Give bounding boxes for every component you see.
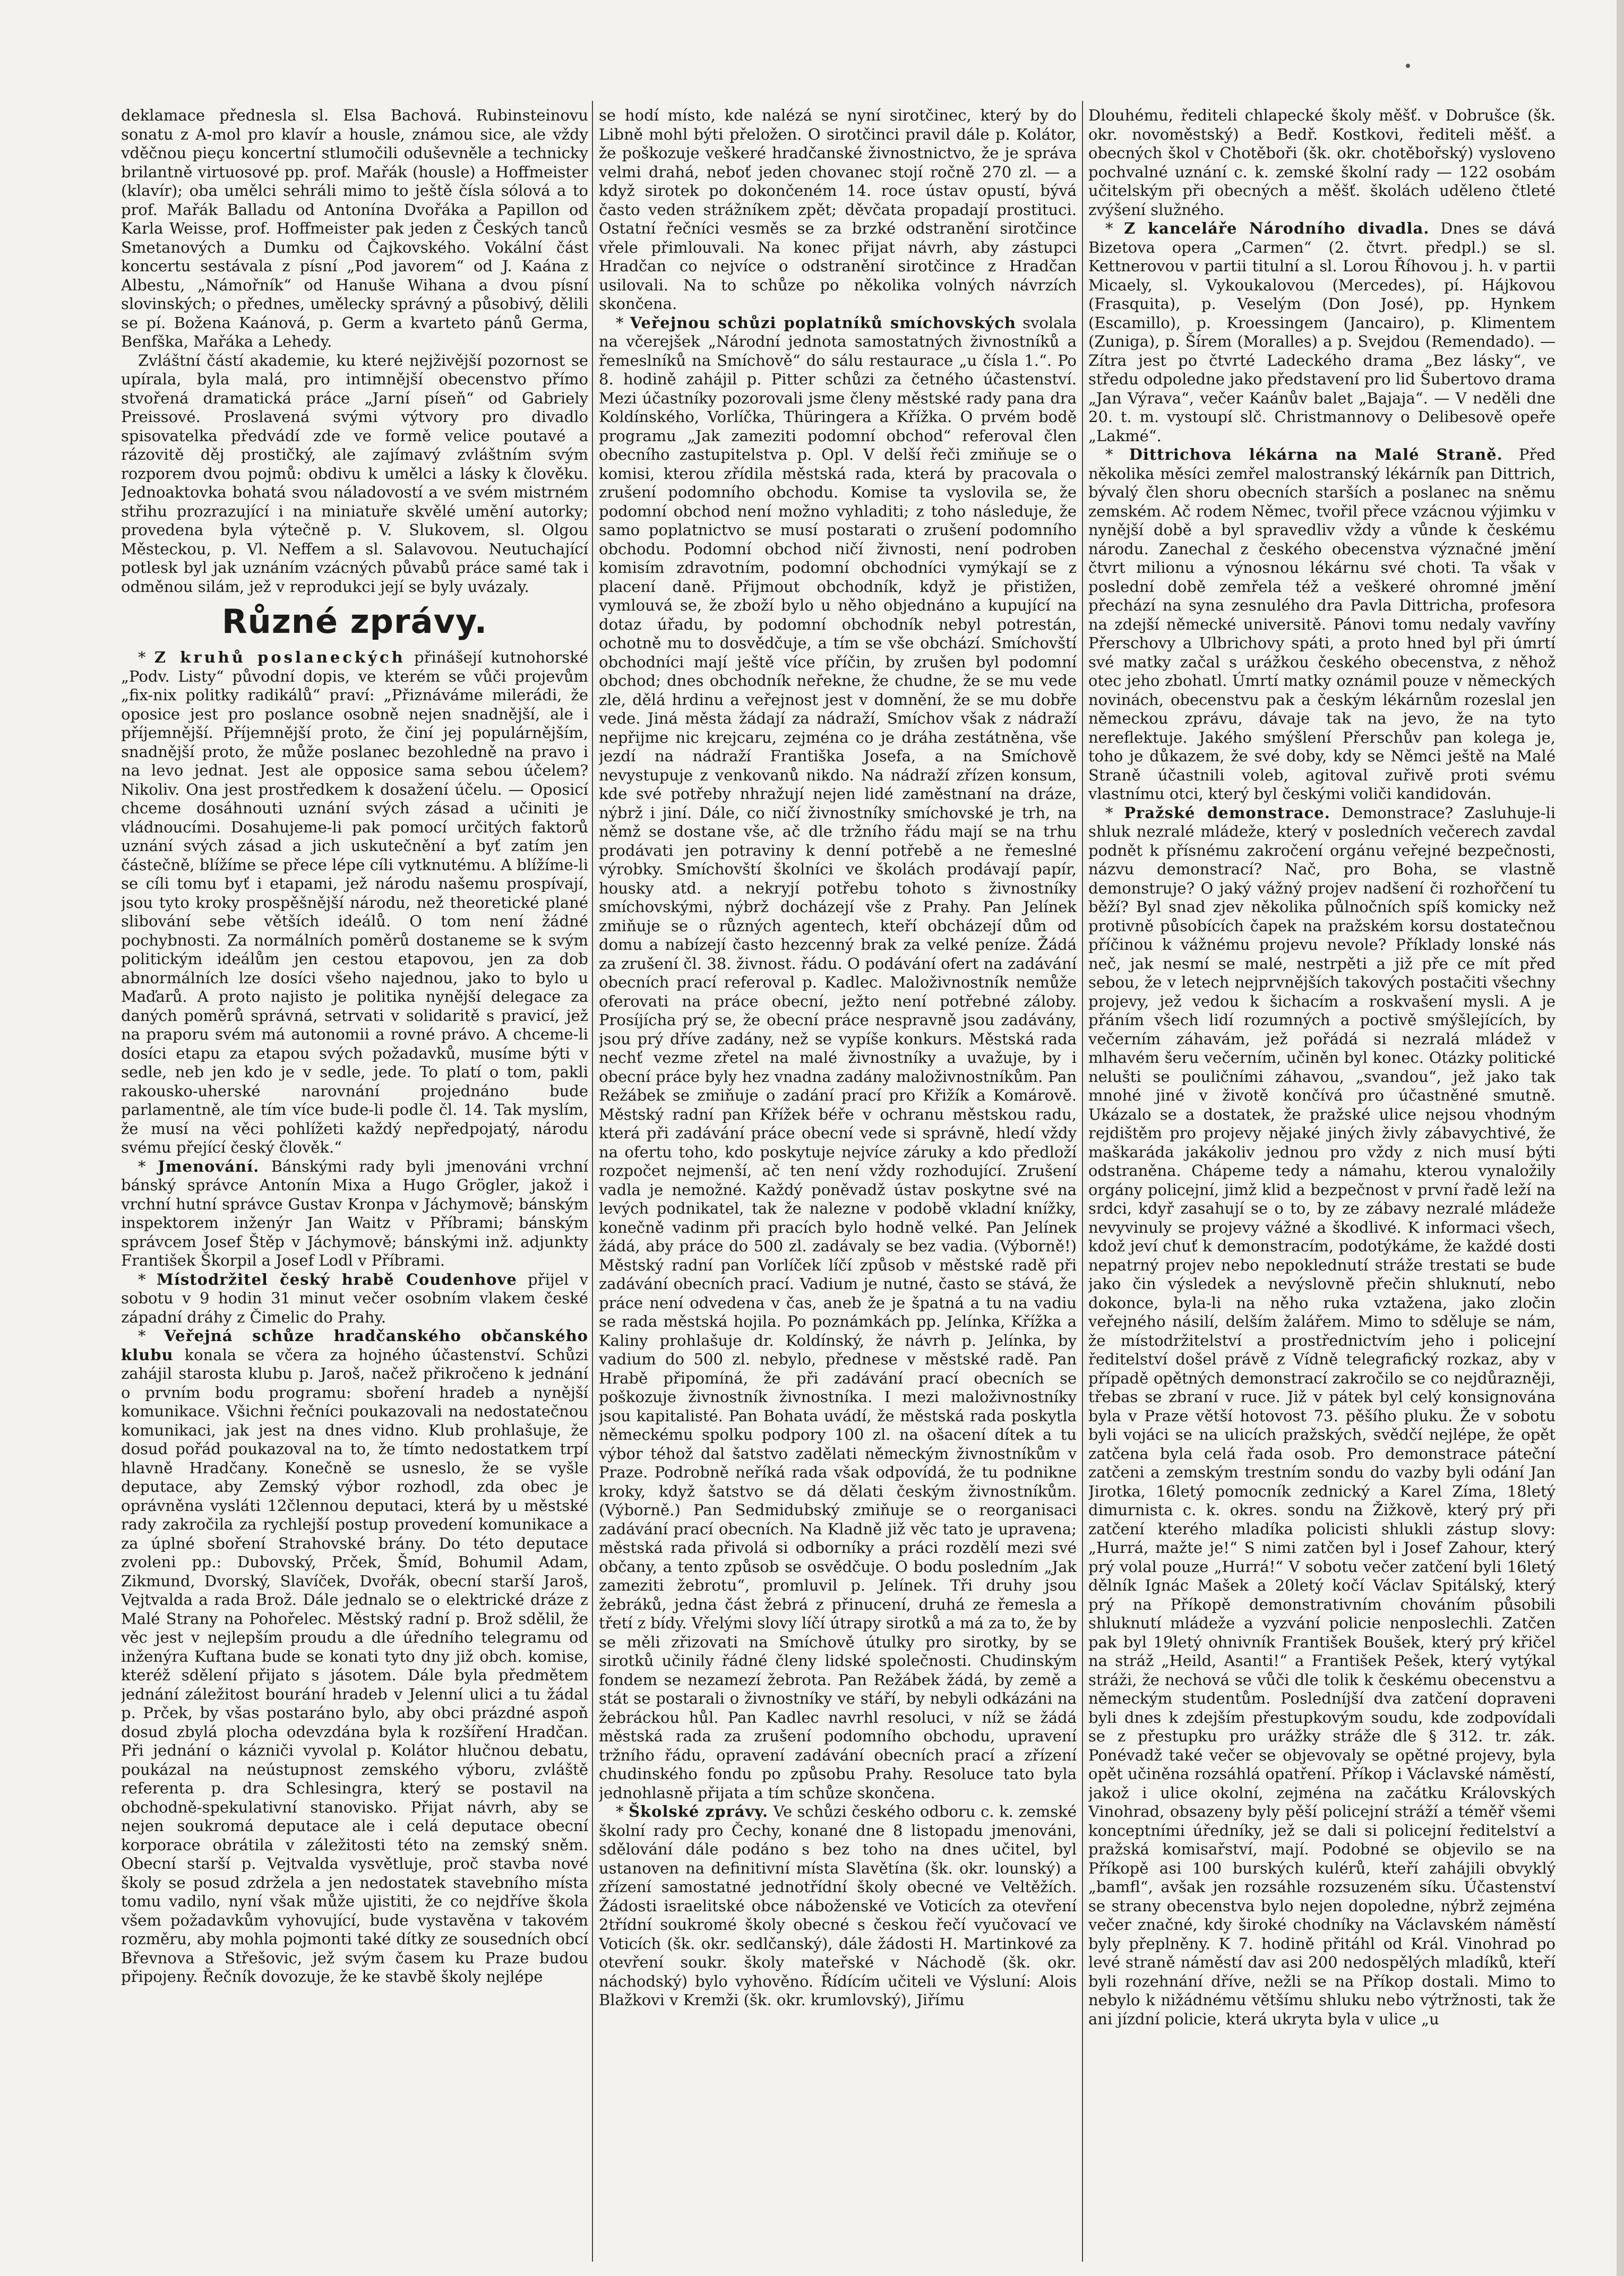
column-3 bbox=[1088, 106, 1556, 2256]
national-theatre-text: Dnes se dává Bizetova opera „Carmen“ (2. čtvrt. předpl.) se sl. Kettnerovou v partii titulní a sl. Lorou Říhovou j. h. v partii Micaely, sl. Vykoukalovou (Mercedes), pí. Hájkovou (Frasquita), p. Veselým (Don José), pp. Hynkem (Escamillo), p. Kroessingem (Jancairo), p. Klimentem (Zuniga), p. Šírem (Moralles) a p. Svejdou (Remendado). — Zítra jest po čtvrté Ladeckého drama „Bez lásky“, ve středu odpoledne jako představení pro lid Šubertovo drama „Jan Výrava“, večer Kaánův balet „Bajaja“. — V neděli dne 20. t. m. vystoupí slč. Christmannovy o Delibesově opeře „Lakmé“. bbox=[1088, 219, 1556, 445]
rubric-smichov-meeting: Veřejnou schůzi poplatníků smíchovských bbox=[630, 313, 1016, 332]
rubric-hradcany-club: Veřejná schůze hradčanského občanského klubu bbox=[121, 1327, 588, 1364]
concert-review-text: deklamace přednesla sl. Elsa Bachová. Rubinsteinovu sonatu z A-mol pro klavír a housle, známou sice, ale vždy vděčnou pieçu koncertní stlumočili oduševněle a technicky brilantně virtuosové pp. prof. Mařák (housle) a Hoffmeister (klavír); oba umělci sehráli mimo to ještě čísla sólová a to prof. Mařák Balladu od Antonína Dvořáka a Papillon od Karla Weisse, prof. Hoffmeister pak jeden z Českých tanců Smetanových a Dumku od Čajkovského. Vokální část koncertu sestávala z písní „Pod javorem“ od J. Kaána z Albestu, „Námořník“ od Hanuše Wihana a dvou písní slovinských; o přednes, umělecky správný a působivý, dělili se pí. Božena Kaánová, p. Germ a kvarteto pánů Germa, Benfška, Mařáka a Lehedy. bbox=[121, 106, 588, 350]
school-news-text: Ve schůzi českého odboru c. k. zemské školní rady pro Čechy, konané dne 8 listopadu jmenováni, sdělování dále podáno s bez toho na dnes učitel, byl ustanoven na definitivní místa Slavětína (šk. okr. lounský) a zřízení samostatné jednotřídní školy obecné ve Veltěžích. Žádosti israelitské obce náboženské ve Voticích za otevření 2třídní soukromé školy obecné s českou řečí vyučovací ve Voticích (šk. okr. sedlčanský), dále žádosti H. Martinkové za otevření soukr. školy mateřské v Náchodě (šk. okr. náchodský) bylo vyhověno. Řídícím učiteli ve Výsluní: Alois Blažkovi v Kremži (šk. okr. krumlovský), Jiřímu bbox=[599, 1802, 1077, 2009]
article-prague-demonstrations: * Pražské demonstrace. Demonstrace? Zasluhuje-li shluk nezralé mládeže, který v posledních večerech zavdal podnět k přísnému zakročení orgánu veřejné bezpečnosti, názvu demonstrací? Nač, pro Boha, se vlastně demonstruje? O jaký vážný projev nadšení či rozhořčení tu běží? Byl snad zjev několika půlnočních spíš komicky než protivně působících čapek na pražském korsu dostatečnou příčinou k vážnému projevu nevole? Příklady lonské nás neč, jak nesmí se malé, nestrpěti a již pře ce mít před sebou, že v letech nejprvnějších takových postačiti všechny projevy, jež vedou k šichacím a roskvašení mysli. A je přáním všech lidí rozumných a poctivě smýšlejících, by večerním záhavám, jež pořádá si nezralá mládež v mlhavém šeru večerním, učiněn byl konec. Otázky politické nelušti se pouličními záhavou, „svandou“, jež jako tak mnohé jiné v životě končívá pro účastněné smutně. Ukázalo se a dostatek, že pražské ulice nejsou vhodným rejdištěm pro projevy nějaké jiných živly zábavychtivé, že maškaráda jakákoliv jednou pro vždy z nich musí býti odstraněna. Chápeme tedy a námahu, kterou vynaložily orgány policejní, jimž klid a bezpečnost v první řadě leží na srdci, kdyř zasahují se o to, by ze zábavy nezralé mládeže nevyvinuly se projevy vážné a škodlivé. K informaci všech, kdož jeví chuť k demonstracím, podotýkáme, že každé dosti nepatrný projev nebo nepoklednutí stráže trestati se bude jako čin výsledek a nevýslovně přečin shluknutí, nebo dokonce, byla-li na něho ruka vztažena, jako zločin veřejného násilí, delším žalářem. Mimo to sděluje se nám, že místodržitelství a prostřednictvím jeho i policejní ředitelství došel právě z Vídně telegrafický rozkaz, aby v případě opětných demonstrací zakročilo se co nejdůrazněji, třebas se zbraní v ruce. Již v pátek byl celý konsignována byla v Praze větší hotovost 73. pěšího pluku. Že v sobotu byli vojáci se na ulicích pražských, svědčí nejlépe, že opět zatčena byla celá řada osob. Pro demonstrace páteční zatčeni a zemským trestním sondu do vazby byli odání Jan Jirotka, 16letý pomocník zednický a Karel Zíma, 18letý dimurnista c. k. okres. sondu na Žižkově, který prý při zatčení kterého mladíka policisti shlukli zástup slovy: „Hurrá, mažte je!“ S nimi zatčen byl i Josef Zahour, který prý volal pouze „Hurrá!“ V sobotu večer zatčení byli 16letý dělník Ignác Mašek a 20letý kočí Václav Spitálský, který prý na Příkopě demonstrativním chováním působili shluknutí mládeže a vyzvání policie nenposlechli. Zatčen pak byl 19letý ohnivník František Boušek, který prý křičel na stráž „Heild, Asanti!“ a František Pešek, který vytýkal stráži, že nechová se vůči dle tolik k českému obecenstvu a německým studentům. Posledníjší dva zatčení dopraveni byli dnes k zdejším přestupkovým soudu, kde zodpovídali se z přestupku pro urážky stráže dle § 312. tr. zák. Ponévadž také večer se objevovaly se opětné projevy, byla opět učiněna rozsáhlá opatření. Příkop i Václavské náměstí, jakož i ulice okolní, zejména na začátku Královských Vinohrad, obsazeny byly pěší policejní stráží a téměř všemi konceptními úředníky, jež se dali si policejní ředitelství a pražská komisařství, mají. Podobné se objevilo se na Příkopě asi 100 burských kulérů, kteří zahájili obvyklý „bamfl“, avšak jen rozsáhle rozsuzeném síku. Účastenství se strany obecenstva bylo nejen dopoledne, nýbrž zejména večer značné, kdy široké chodníky na Václavském náměstí byly přeplněny. K 7. hodině přitáhl od Král. Vinohrad po levé straně náměstí dav asi 200 nedospělých mladíků, kteří byli rozehnání dříve, nežli se na Příkop dostali. Mimo to nebylo k nižádnému většímu shluku nebo výtržnosti, tak že ani jízdní policie, která ukryta byla v ulice „u bbox=[1088, 803, 1556, 2028]
rubric-national-theatre: Z kanceláře Národního divadla. bbox=[1124, 219, 1430, 237]
article-national-theatre: * Z kanceláře Národního divadla. Dnes se dává Bizetova opera „Carmen“ (2. čtvrt. předpl.) se sl. Kettnerovou v partii titulní a sl. Lorou Říhovou j. h. v partii Micaely, sl. Vykoukalovou (Mercedes), pí. Hájkovou (Frasquita), p. Veselým (Don José), pp. Hynkem (Escamillo), p. Kroessingem (Jancairo), p. Klimentem (Zuniga), p. Šírem (Moralles) a p. Svejdou (Remendado). — Zítra jest po čtvrté Ladeckého drama „Bez lásky“, ve středu odpoledne jako představení pro lid Šubertovo drama „Jan Výrava“, večer Kaánův balet „Bajaja“. — V neděli dne 20. t. m. vystoupí slč. Christmannovy o Delibesově opeře „Lakmé“. bbox=[1088, 219, 1556, 445]
hradcany-club-text: konala se včera za hojného účastenství. Schůzi zahájil starosta klubu p. Jaroš, načež přikročeno k jednání o prvním bodu programu: sboření hradeb a nynější komunikace. Všichni řečníci poukazovali na nedostatečnou komunikaci, jak jest na dnes vidno. Klub prohlašuje, že dosud pořád poukazoval na to, že tímto nedostatkem trpí hlavně Hradčany. Konečně se usneslo, že se vyšle deputace, aby Zemský výbor rozhodl, zda obec je oprávněna vysláti 12člennou deputaci, která by u městské rady zakročila za rychlejší postup provedení komunikace a za úplné sboření Strahovské brány. Do této deputace zvoleni pp.: Dubovský, Prček, Šmíd, Bohumil Adam, Zikmund, Dvorský, Slavíček, Dvořák, obecní starší Jaroš, Vejtvalda a rada Brož. Dále jednalo se o elektrické dráze z Malé Strany na Pohořelec. Městský radní p. Brož sdělil, že věc jest v nejlepším proudu a dle úředního telegramu od inženýra Kuftana bude se konati tyto dny již obch. komise, kteréž sdělení přijato s jásotem. Dále byla předmětem jednání záležitost bourání hradeb v Jelenní ulici a tu žádal p. Prček, by všas postaráno bylo, aby obci prázdné aspoň dosud zbylá plocha odevzdána byla k rozšíření Hradčan. Při jednání o kázniči vyvolal p. Kolátor hlučnou debatu, poukázal na neústupnost zemského výboru, zvláště referenta p. dra Schlesingra, který se postavil na obchodně-spekulativní stanovisko. Přijat návrh, aby se nejen soukromá deputace ale i celá deputace obecní korporace obrátila v záležitosti této na zemský sněm. Obecní starší p. Vejtvalda vysvětluje, proč stavba nové školy se posud zdržela a jen nedostatek stavebního místa tomu vadilo, nyní však může ujistiti, že co nejdříve škola všem požadavkům vyhovující, bude vystavěna v takovém rozměru, aby mohla pojmonti také dítky ze sousedních obcí Břevnova a Střešovic, jež svým časem ku Praze budou připojeny. Řečník dovozuje, že ke stavbě školy nejlépe bbox=[121, 1345, 588, 1986]
page-speck bbox=[1406, 64, 1410, 68]
deputies-text: přinášejí kutnohorské „Podv. Listy“ původní dopis, ve kterém se vůči projevům „fix-nix politky radikálů“ praví: „Přiznáváme milerádi, že oposice jest pro poslance osobně nejen snadnější, ale i příjemnější. Příjemnější proto, že činí jej populárnějším, snadnější proto, že může poslanec bezohledně na pravo i na levo jednat. Jest ale opposice sama sebou účelem? Nikoliv. Ona jest prostředkem k dosažení účelu. — Oposicí chceme dosáhnouti uznání svých zásad a učiniti je vládnoucími. Dosahujeme-li pak pomocí určitých faktorů uznání svých zásad a jich uskutečnění a byť zatím jen částečně, blížíme se přece lépe cíli vytknutému. A blížíme-li se cíli tomu byť i etapami, jež národu našemu prospívají, jsou tyto kroky prospěšnější národu, než theoretické plané slibování sebe větších ideálů. O tom není žádné pochybnosti. Za normálních poměrů dostaneme se k svým politickým ideálům jen cestou etapovou, jen za dob abnormálních lze dosíci všeho najednou, jako to bylo u Maďarů. A proto najisto je politika nynější delegace za daných poměrů správná, setrvati v solidaritě s pravicí, jež na praporu svém má autonomii a rovné právo. A chceme-li dosíci etapu za etapou svých požadavků, musíme býti v sedle, neb jen kdo je v sedle, jede. To platí o tom, pakli rakousko-uherské narovnání projednáno bude parlamentně, ale tím více bude-li podle čl. 14. Tak myslím, že musí na věci pohlížeti každý nepředpojatý, národu svému přející český člověk.“ bbox=[121, 648, 588, 1156]
page-edge bbox=[1617, 0, 1624, 2276]
article-school-news: * Školské zprávy. Ve schůzi českého odboru c. k. zemské školní rady pro Čechy, konané dne 8 listopadu jmenováni, sdělování dále podáno s bez toho na dnes učitel, byl ustanoven na definitivní místa Slavětína (šk. okr. lounský) a zřízení samostatné jednotřídní školy obecné ve Veltěžích. Žádosti israelitské obce náboženské ve Voticích za otevření 2třídní soukromé školy obecné s českou řečí vyučovací ve Voticích (šk. okr. sedlčanský), dále žádosti H. Martinkové za otevření soukr. školy mateřské v Náchodě (šk. okr. náchodský) bylo vyhověno. Řídícím učiteli ve Výsluní: Alois Blažkovi v Kremži (šk. okr. krumlovský), Jiřímu bbox=[599, 1802, 1077, 2009]
article-dittrich-pharmacy: * Dittrichova lékárna na Malé Straně. Před několika měsíci zemřel malostranský lékárník pan Dittrich, bývalý člen shoru obecních starších a poslanec na sněmu zemském. Ač rodem Němec, tvořil přece vzácnou výjimku v nynější době a byl spravedliv vždy a vůnde k českému národu. Zanechal z českého obecenstva význačné jmění čtvrt milionu a výnosnou lékárnu své choti. Ta však v poslední době zemřela též a veškeré ohromné jmění přechází na syna zesnulého dra Pavla Dittricha, profesora na zdejší německé universitě. Pánovi tomu nedaly vavříny Přerschovy a Ulbrichovy spáti, a proto hned byl při úmrtí své matky začal s urážkou českého obecenstva, z něhož otec jeho zbohatl. Úmrtí matky oznámil pouze v německých novinách, obecenstvu pak a českým lékárnům rozeslal jen německou zprávu, dávaje tak na jevo, že na tyto nereflektuje. Jakého smýšlení Přerschův pan kolega je, toho je důkazem, že své doby, kdy se Němci ještě na Malé Straně účastnili voleb, agitoval zuřivě proti svému vlastnímu otci, který byl českými voliči kandidován. bbox=[1088, 445, 1556, 803]
smichov-meeting-text: svolala na včerejšek „Národní jednota samostatných živnostníků a řemeslníků na Smíchově“ do sálu restaurace „u čísla 1.“. Po 8. hodině zahájil p. Pitter schůzi za četného účastenství. Mezi účastníky pozorovali jsme členy městské rady pana dra Koldínského, Vorlíčka, Thüringera a Křížka. O prvém bodě programu „Jak zameziti podomní obchod“ referoval člen obecního zastupitelstva p. Opl. V delší řeči zmiňuje se o komisi, kterou zřídila městská rada, která by pracovala o zrušení podomního obchodu. Komise ta vyslovila se, že podomní obchod není možno vyhladiti; z toho následuje, že samo poplatnictvo se musí postarati o zrušení podomního obchodu. Podomní obchod ničí živnosti, není podroben komisím zdravotním, podomní obchodníci vymýkají se z placení daně. Přijmout obchodník, když je přistižen, vymlouvá se, že zboží bylo u něho objednáno a kupující na dotaz úřadu, by podomní obchodník nebyl potrestán, ochotně mu to dosvědčuje, a tím se vše obchází. Smíchovští obchodníci mají ještě více příčin, by zrušen byl podomní obchod; dnes obchodník neřekne, že chudne, že se mu vede zle, dělá hrdinu a veřejnost jest v domnění, že se mu dobře vede. Jiná města žádají za nádraží, Smíchov však z nádraží nepřijme nic krejcaru, zejména co je dráha zestátněna, vše jezdí na nádraží Františka Josefa, a na Smíchově nevystupuje z venkovanů nikdo. Na nádraží zřízen konsum, kde své potřeby nhražují nejen lidé zaměstnaní na dráze, nýbrž i jiní. Dále, co ničí živnostníky smíchovské je trh, na němž se dostane vše, ač dle tržního řádu mají se na trhu prodávati jen potraviny k denní potřebě a ne řemeslné výrobky. Smíchovští školníci ve školách prodávají papír, housky atd. a nekryjí potřebu tohoto s živnostníky smíchovskými, nýbrž docházejí vše z Prahy. Pan Jelínek zmiňuje se o různých agentech, kteří obcházejí dům od domu a nabízejí často hezcenný brak za velké peníze. Žádá za zrušení čl. 38. živnost. řádu. O podávání ofert na zadávání obecních prací referoval p. Kadlec. Maloživnostník nemůže oferovati na práce obecní, ježto není potřebné záloby. Prosíjícha prý se, že obecní práce nespravně jsou zadávány, jsou prý dříve zadány, než se vypíše konkurs. Městská rada nechť vezme zřetel na malé živnostníky a uvažuje, by i obecní práce byly hez vnadna zadány maloživnostníkům. Pan Režábek se zmiňuje o zadání prací pro Křižík a Komárově. Městský radní pan Křížek béře v ochranu městskou radu, která při zadávání práce obecní vede si správně, hledí vždy na ofertu toho, kdo poskytuje nejvíce záruky a kdo předloží rozpočet nejmenší, ač ten není vždy rozhodující. Zrušení vadla je nemožné. Každý poněvadž ústav poskytne své na levých podnikatel, tak že nalezne v podobě vkladní knížky, konečně vadinm při pracích bylo hodně velké. Pan Jelínek žádá, aby práce do 500 zl. zadávaly se bez vadia. (Výborně!) Městský radní pan Vorlíček líčí způsob v městské radě při zadávání obecních prací. Vadium je nutné, často se stává, že práce není odvedena v čas, aneb že je špatná a tu na vadiu se rada městská hojila. Po poznámkách pp. Jelínka, Křížka a Kaliny prohlašuje dr. Koldínský, že návrh p. Jelínka, by vadium do 500 zl. nebylo, přednese v městské radě. Pan Hrabě připomíná, že při zadávání prací obecních se poškozuje živnostník živnostníka. I mezi maloživnostníky jsou kapitalisté. Pan Bohata uvádí, že městská rada poskytla německému spolku podpory 100 zl. na ošacení dítek a tu výbor téhož dal šatstvo zadělati německým živnostníkům v Praze. Podrobně neříká rada však odpovídá, že tu podnikne kroky, když šatstvo se dá dělati českým živnostníkům. (Výborně.) Pan Sedmidubský zmiňuje se o reorganisaci zadávání prací obecních. Na Kladně již věc tato je upravena; městská rada přivolá si odborníky a práci rozdělí mezi své občany, a tento způsob se osvědčuje. O bodu posledním „Jak zameziti žebrotu“, promluvil p. Jelínek. Tři druhy jsou žebráků, jedna část žebrá z přinucení, druhá ze řemesla a třetí z bídy. Vřelými slovy líčí útrapy sirotků a má za to, že by se měli zřizovati na Smíchově útulky pro sirotky, by se sirotků učinily řádné členy lidské společnosti. Chudinským fondem se nezamezí žebrota. Pan Režábek žádá, by země a stát se postarali o živnostníky ve stáří, by nebyli odkázáni na žebráckou hůl. Pan Kadlec navrhl resoluci, v níž se žádá městská rada za zrušení podomního obchodu, upravení tržního řádu, opravení zadávání obecních prací a zřízení chudinského fondu po způsobu Prahy. Resoluce tato byla jednohlasně přijata a tím schůze skončena. bbox=[599, 313, 1077, 1802]
appointments-text: Bánskými rady byli jmenováni vrchní bánský správce Antonín Mixa a Hugo Grögler, jakož i vrchní hutní správce Gustav Kronpa v Jáchymově; bánským inspektorem inženýr Jan Waitz v Příbrami; bánským správcem Josef Štěp v Jáchymově; bánskými inž. adjunkty František Škorpil a Josef Lodl v Příbrami. bbox=[121, 1157, 588, 1269]
column-rule-left bbox=[592, 101, 593, 2262]
column-2 bbox=[599, 106, 1077, 2256]
prague-demonstrations-text: Demonstrace? Zasluhuje-li shluk nezralé mládeže, který v posledních večerech zavdal podnět k přísnému zakročení orgánu veřejné bezpečnosti, názvu demonstrací? Nač, pro Boha, se vlastně demonstruje? O jaký vážný projev nadšení či rozhořčení tu běží? Byl snad zjev několika půlnočních spíš komicky než protivně působících čapek na pražském korsu dostatečnou příčinou k vážnému projevu nevole? Příklady lonské nás neč, jak nesmí se malé, nestrpěti a již pře ce mít před sebou, že v letech nejprvnějších takových postačiti všechny projevy, jež vedou k šichacím a roskvašení mysli. A je přáním všech lidí rozumných a poctivě smýšlejících, by večerním záhavám, jež pořádá si nezralá mládež v mlhavém šeru večerním, učiněn byl konec. Otázky politické nelušti se pouličními záhavou, „svandou“, jež jako tak mnohé jiné v životě končívá pro účastněné smutně. Ukázalo se a dostatek, že pražské ulice nejsou vhodným rejdištěm pro projevy nějaké jiných živly zábavychtivé, že maškaráda jakákoliv jednou pro vždy z nich musí býti odstraněna. Chápeme tedy a námahu, kterou vynaložily orgány policejní, jimž klid a bezpečnost v první řadě leží na srdci, kdyř zasahují se o to, by ze zábavy nezralé mládeže nevyvinuly se projevy vážné a škodlivé. K informaci všech, kdož jeví chuť k demonstracím, podotýkáme, že každé dosti nepatrný projev nebo nepoklednutí stráže trestati se bude jako čin výsledek a nevýslovně přečin shluknutí, nebo dokonce, byla-li na něho ruka vztažena, jako zločin veřejného násilí, delším žalářem. Mimo to sděluje se nám, že místodržitelství a prostřednictvím jeho i policejní ředitelství došel právě z Vídně telegrafický rozkaz, aby v případě opětných demonstrací zakročilo se co nejdůrazněji, třebas se zbraní v ruce. Již v pátek byl celý konsignována byla v Praze větší hotovost 73. pěšího pluku. Že v sobotu byli vojáci se na ulicích pražských, svědčí nejlépe, že opět zatčena byla celá řada osob. Pro demonstrace páteční zatčeni a zemským trestním sondu do vazby byli odání Jan Jirotka, 16letý pomocník zednický a Karel Zíma, 18letý dimurnista c. k. okres. sondu na Žižkově, který prý při zatčení kterého mladíka policisti shlukli zástup slovy: „Hurrá, mažte je!“ S nimi zatčen byl i Josef Zahour, který prý volal pouze „Hurrá!“ V sobotu večer zatčení byli 16letý dělník Ignác Mašek a 20letý kočí Václav Spitálský, který prý na Příkopě demonstrativním chováním působili shluknutí mládeže a vyzvání policie nenposlechli. Zatčen pak byl 19letý ohnivník František Boušek, který prý křičel na stráž „Heild, Asanti!“ a František Pešek, který vytýkal stráži, že nechová se vůči dle tolik k českému obecenstvu a německým studentům. Posledníjší dva zatčení dopraveni byli dnes k zdejším přestupkovým soudu, kde zodpovídali se z přestupku pro urážky stráže dle § 312. tr. zák. Ponévadž také večer se objevovaly se opětné projevy, byla opět učiněna rozsáhlá opatření. Příkop i Václavské náměstí, jakož i ulice okolní, zejména na začátku Královských Vinohrad, obsazeny byly pěší policejní stráží a téměř všemi konceptními úředníky, jež se dali si policejní ředitelství a pražská komisařství, mají. Podobné se objevilo se na Příkopě asi 100 burských kulérů, kteří zahájili obvyklý „bamfl“, avšak jen rozsáhle rozsuzeném síku. Účastenství se strany obecenstva bylo nejen dopoledne, nýbrž zejména večer značné, kdy široké chodníky na Václavském náměstí byly přeplněny. K 7. hodině přitáhl od Král. Vinohrad po levé straně náměstí dav asi 200 nedospělých mladíků, kteří byli rozehnání dříve, nežli se na Příkop dostali. Mimo to nebylo k nižádnému většímu shluku nebo výtržnosti, tak že ani jízdní policie, která ukryta byla v ulice „u bbox=[1088, 803, 1556, 2028]
rubric-dittrich-pharmacy: Dittrichova lékárna na Malé Straně. bbox=[1129, 445, 1503, 463]
article-appointments: * Jmenování. Bánskými rady byli jmenováni vrchní bánský správce Antonín Mixa a Hugo Grögler, jakož i vrchní hutní správce Gustav Kronpa v Jáchymově; bánským inspektorem inženýr Jan Waitz v Příbrami; bánským správcem Josef Štěp v Jáchymově; bánskými inž. adjunkty František Škorpil a Josef Lodl v Příbrami. bbox=[121, 1157, 588, 1269]
article-hradcany-club: * Veřejná schůze hradčanského občanského klubu konala se včera za hojného účastenství. Schůzi zahájil starosta klubu p. Jaroš, načež přikročeno k jednání o prvním bodu programu: sboření hradeb a nynější komunikace. Všichni řečníci poukazovali na nedostatečnou komunikaci, jak jest na dnes vidno. Klub prohlašuje, že dosud pořád poukazoval na to, že tímto nedostatkem trpí hlavně Hradčany. Konečně se usneslo, že se vyšle deputace, aby Zemský výbor rozhodl, zda obec je oprávněna vysláti 12člennou deputaci, která by u městské rady zakročila za rychlejší postup provedení komunikace a za úplné sboření Strahovské brány. Do této deputace zvoleni pp.: Dubovský, Prček, Šmíd, Bohumil Adam, Zikmund, Dvorský, Slavíček, Dvořák, obecní starší Jaroš, Vejtvalda a rada Brož. Dále jednalo se o elektrické dráze z Malé Strany na Pohořelec. Městský radní p. Brož sdělil, že věc jest v nejlepším proudu a dle úředního telegramu od inženýra Kuftana bude se konati tyto dny již obch. komise, kteréž sdělení přijato s jásotem. Dále byla předmětem jednání záležitost bourání hradeb v Jelenní ulici a tu žádal p. Prček, by všas postaráno bylo, aby obci prázdné aspoň dosud zbylá plocha odevzdána byla k rozšíření Hradčan. Při jednání o kázniči vyvolal p. Kolátor hlučnou debatu, poukázal na neústupnost zemského výboru, zvláště referenta p. dra Schlesingra, který se postavil na obchodně-spekulativní stanovisko. Přijat návrh, aby se nejen soukromá deputace ale i celá deputace obecní korporace obrátila v záležitosti této na zemský sněm. Obecní starší p. Vejtvalda vysvětluje, proč stavba nové školy se posud zdržela a jen nedostatek stavebního místa tomu vadilo, nyní však může ujistiti, že co nejdříve škola všem požadavkům vyhovující, bude vystavěna v takovém rozměru, aby mohla pojmonti také dítky ze sousedních obcí Břevnova a Střešovic, jež svým časem ku Praze budou připojeny. Řečník dovozuje, že ke stavbě školy nejlépe bbox=[121, 1327, 588, 1986]
orphanage-text: se hodí místo, kde nalézá se nyní sirotčinec, který by do Libně mohl býti přeložen. O sirotčinci pravil dále p. Kolátor, že poškozuje veškeré hradčanské živnostnictvo, že je správa velmi drahá, neboť jeden chovanec stojí ročně 270 zl. — a když sirotek po dokončeném 14. roce ústav opustí, bývá často veden strážníkem zpět; děvčata propadají prostituci. Ostatní řečníci vesměs se za brzké odstranění sirotčince vřele přimlouvali. Na konec přijat návrh, aby zástupci Hradčan co nejvíce o odstranění sirotčince z Hradčan usilovali. Na to schůze po několika volných návrzích skončena. bbox=[599, 106, 1077, 313]
rubric-governor: Místodržitel český hrabě Coudenhove bbox=[156, 1270, 517, 1289]
rubric-appointments: Jmenování. bbox=[158, 1157, 260, 1175]
article-smichov-meeting: * Veřejnou schůzi poplatníků smíchovských svolala na včerejšek „Národní jednota samostatných živnostníků a řemeslníků na Smíchově“ do sálu restaurace „u čísla 1.“. Po 8. hodině zahájil p. Pitter schůzi za četného účastenství. Mezi účastníky pozorovali jsme členy městské rady pana dra Koldínského, Vorlíčka, Thüringera a Křížka. O prvém bodě programu „Jak zameziti podomní obchod“ referoval člen obecního zastupitelstva p. Opl. V delší řeči zmiňuje se o komisi, kterou zřídila městská rada, která by pracovala o zrušení podomního obchodu. Komise ta vyslovila se, že podomní obchod není možno vyhladiti; z toho následuje, že samo poplatnictvo se musí postarati o zrušení podomního obchodu. Podomní obchod ničí živnosti, není podroben komisím zdravotním, podomní obchodníci vymýkají se z placení daně. Přijmout obchodník, když je přistižen, vymlouvá se, že zboží bylo u něho objednáno a kupující na dotaz úřadu, by podomní obchodník nebyl potrestán, ochotně mu to dosvědčuje, a tím se vše obchází. Smíchovští obchodníci mají ještě více příčin, by zrušen byl podomní obchod; dnes obchodník neřekne, že chudne, že se mu vede zle, dělá hrdinu a veřejnost jest v domnění, že se mu dobře vede. Jiná města žádají za nádraží, Smíchov však z nádraží nepřijme nic krejcaru, zejména co je dráha zestátněna, vše jezdí na nádraží Františka Josefa, a na Smíchově nevystupuje z venkovanů nikdo. Na nádraží zřízen konsum, kde své potřeby nhražují nejen lidé zaměstnaní na dráze, nýbrž i jiní. Dále, co ničí živnostníky smíchovské je trh, na němž se dostane vše, ač dle tržního řádu mají se na trhu prodávati jen potraviny k denní potřebě a ne řemeslné výrobky. Smíchovští školníci ve školách prodávají papír, housky atd. a nekryjí potřebu tohoto s živnostníky smíchovskými, nýbrž docházejí vše z Prahy. Pan Jelínek zmiňuje se o různých agentech, kteří obcházejí dům od domu a nabízejí často hezcenný brak za velké peníze. Žádá za zrušení čl. 38. živnost. řádu. O podávání ofert na zadávání obecních prací referoval p. Kadlec. Maloživnostník nemůže oferovati na práce obecní, ježto není potřebné záloby. Prosíjícha prý se, že obecní práce nespravně jsou zadávány, jsou prý dříve zadány, než se vypíše konkurs. Městská rada nechť vezme zřetel na malé živnostníky a uvažuje, by i obecní práce byly hez vnadna zadány maloživnostníkům. Pan Režábek se zmiňuje o zadání prací pro Křižík a Komárově. Městský radní pan Křížek béře v ochranu městskou radu, která při zadávání práce obecní vede si správně, hledí vždy na ofertu toho, kdo poskytuje nejvíce záruky a kdo předloží rozpočet nejmenší, ač ten není vždy rozhodující. Zrušení vadla je nemožné. Každý poněvadž ústav poskytne své na levých podnikatel, tak že nalezne v podobě vkladní knížky, konečně vadinm při pracích bylo hodně velké. Pan Jelínek žádá, aby práce do 500 zl. zadávaly se bez vadia. (Výborně!) Městský radní pan Vorlíček líčí způsob v městské radě při zadávání obecních prací. Vadium je nutné, často se stává, že práce není odvedena v čas, aneb že je špatná a tu na vadiu se rada městská hojila. Po poznámkách pp. Jelínka, Křížka a Kaliny prohlašuje dr. Koldínský, že návrh p. Jelínka, by vadium do 500 zl. nebylo, přednese v městské radě. Pan Hrabě připomíná, že při zadávání prací obecních se poškozuje živnostník živnostníka. I mezi maloživnostníky jsou kapitalisté. Pan Bohata uvádí, že městská rada poskytla německému spolku podpory 100 zl. na ošacení dítek a tu výbor téhož dal šatstvo zadělati německým živnostníkům v Praze. Podrobně neříká rada však odpovídá, že tu podnikne kroky, když šatstvo se dá dělati českým živnostníkům. (Výborně.) Pan Sedmidubský zmiňuje se o reorganisaci zadávání prací obecních. Na Kladně již věc tato je upravena; městská rada přivolá si odborníky a práci rozdělí mezi své občany, a tento způsob se osvědčuje. O bodu posledním „Jak zameziti žebrotu“, promluvil p. Jelínek. Tři druhy jsou žebráků, jedna část žebrá z přinucení, druhá ze řemesla a třetí z bídy. Vřelými slovy líčí útrapy sirotků a má za to, že by se měli zřizovati na Smíchově útulky pro sirotky, by se sirotků učinily řádné členy lidské společnosti. Chudinským fondem se nezamezí žebrota. Pan Režábek žádá, by země a stát se postarali o živnostníky ve stáří, by nebyli odkázáni na žebráckou hůl. Pan Kadlec navrhl resoluci, v níž se žádá městská rada za zrušení podomního obchodu, upravení tržního řádu, opravení zadávání obecních prací a zřízení chudinského fondu po způsobu Prahy. Resoluce tato byla jednohlasně přijata a tím schůze skončena. bbox=[599, 313, 1077, 1802]
rubric-school-news: Školské zprávy. bbox=[629, 1802, 769, 1820]
section-heading: Různé zprávy. bbox=[221, 602, 488, 641]
column-rule-right bbox=[1082, 101, 1083, 2262]
article-governor: * Místodržitel český hrabě Coudenhove přijel v sobotu v 9 hodin 31 minut večer osobním vlakem české západní dráhy z Čimelic do Prahy. bbox=[121, 1270, 588, 1326]
article-deputies: * Z kruhů poslaneckých přinášejí kutnohorské „Podv. Listy“ původní dopis, ve kterém se vůči projevům „fix-nix politky radikálů“ praví: „Přiznáváme milerádi, že oposice jest pro poslance osobně nejen snadnější, ale i příjemnější. Příjemnější proto, že činí jej populárnějším, snadnější proto, že může poslanec bezohledně na pravo i na levo jednat. Jest ale opposice sama sebou účelem? Nikoliv. Ona jest prostředkem k dosažení účelu. — Oposicí chceme dosáhnouti uznání svých zásad a učiniti je vládnoucími. Dosahujeme-li pak pomocí určitých faktorů uznání svých zásad a jich uskutečnění a byť zatím jen částečně, blížíme se přece lépe cíli vytknutému. A blížíme-li se cíli tomu byť i etapami, jež národu našemu prospívají, jsou tyto kroky prospěšnější národu, než theoretické plané slibování sebe větších ideálů. O tom není žádné pochybnosti. Za normálních poměrů dostaneme se k svým politickým ideálům jen cestou etapovou, jen za dob abnormálních lze dosíci všeho najednou, jako to bylo u Maďarů. A proto najisto je politika nynější delegace za daných poměrů správná, setrvati v solidaritě s pravicí, jež na praporu svém má autonomii a rovné právo. A chceme-li dosíci etapu za etapou svých požadavků, musíme býti v sedle, neb jen kdo je v sedle, jede. To platí o tom, pakli rakousko-uherské narovnání projednáno bude parlamentně, ale tím více bude-li podle čl. 14. Tak myslím, že musí na věci pohlížeti každý nepředpojatý, národu svému přející český člověk.“ bbox=[121, 648, 588, 1156]
rubric-deputies: Z kruhů poslaneckých bbox=[154, 648, 406, 666]
governor-text: přijel v sobotu v 9 hodin 31 minut večer osobním vlakem české západní dráhy z Čimelic do Prahy. bbox=[121, 1270, 588, 1326]
school-news-continued: Dlouhému, řediteli chlapecké školy měšť. v Dobrušce (šk. okr. novoměstský) a Bedř. Kostkovi, řediteli měšť. a obecných škol v Chotěboři (šk. okr. chotěbořský) vysloveno pochvalné uznání c. k. zemské školní rady — 122 osobám učitelským při obecných a měšť. školách uděleno čtleté zvýšení služného. bbox=[1088, 106, 1556, 219]
column-1 bbox=[121, 106, 588, 2256]
dittrich-pharmacy-text: Před několika měsíci zemřel malostranský lékárník pan Dittrich, bývalý člen shoru obecních starších a poslanec na sněmu zemském. Ač rodem Němec, tvořil přece vzácnou výjimku v nynější době a byl spravedliv vždy a vůnde k českému národu. Zanechal z českého obecenstva význačné jmění čtvrt milionu a výnosnou lékárnu své choti. Ta však v poslední době zemřela též a veškeré ohromné jmění přechází na syna zesnulého dra Pavla Dittricha, profesora na zdejší německé universitě. Pánovi tomu nedaly vavříny Přerschovy a Ulbrichovy spáti, a proto hned byl při úmrtí své matky začal s urážkou českého obecenstva, z něhož otec jeho zbohatl. Úmrtí matky oznámil pouze v německých novinách, obecenstvu pak a českým lékárnům rozeslal jen německou zprávu, dávaje tak na jevo, že na tyto nereflektuje. Jakého smýšlení Přerschův pan kolega je, toho je důkazem, že své doby, kdy se Němci ještě na Malé Straně účastnili voleb, agitoval zuřivě proti svému vlastnímu otci, který byl českými voliči kandidován. bbox=[1088, 445, 1556, 803]
drama-review-text: Zvláštní částí akademie, ku které nejživější pozornost se upírala, byla malá, pro intimnější obecenstvo přímo stvořená dramatická práce „Jarní píseň“ od Gabriely Preissové. Proslavená svými výtvory pro divadlo spisovatelka předvádí zde ve formě velice poutavé a rázovitě děj prostičký, ale zajímavý zvláštním svým rozporem dvou pojmů: obdivu k umělci a lásky k člověku. Jednoaktovka bohatá svou náladovostí a ve svém mistrném střihu prozrazující i na miniatuře skvělé umění autorky; provedena byla výtečně p. V. Slukovem, sl. Olgou Městeckou, p. Vl. Neffem a sl. Salavovou. Neutuchající potlesk byl jak uznáním vzácných půvabů práce samé tak i odměnou silám, jež v reprodukci její se byly uvázaly. bbox=[121, 351, 588, 596]
rubric-prague-demonstrations: Pražské demonstrace. bbox=[1124, 803, 1330, 822]
